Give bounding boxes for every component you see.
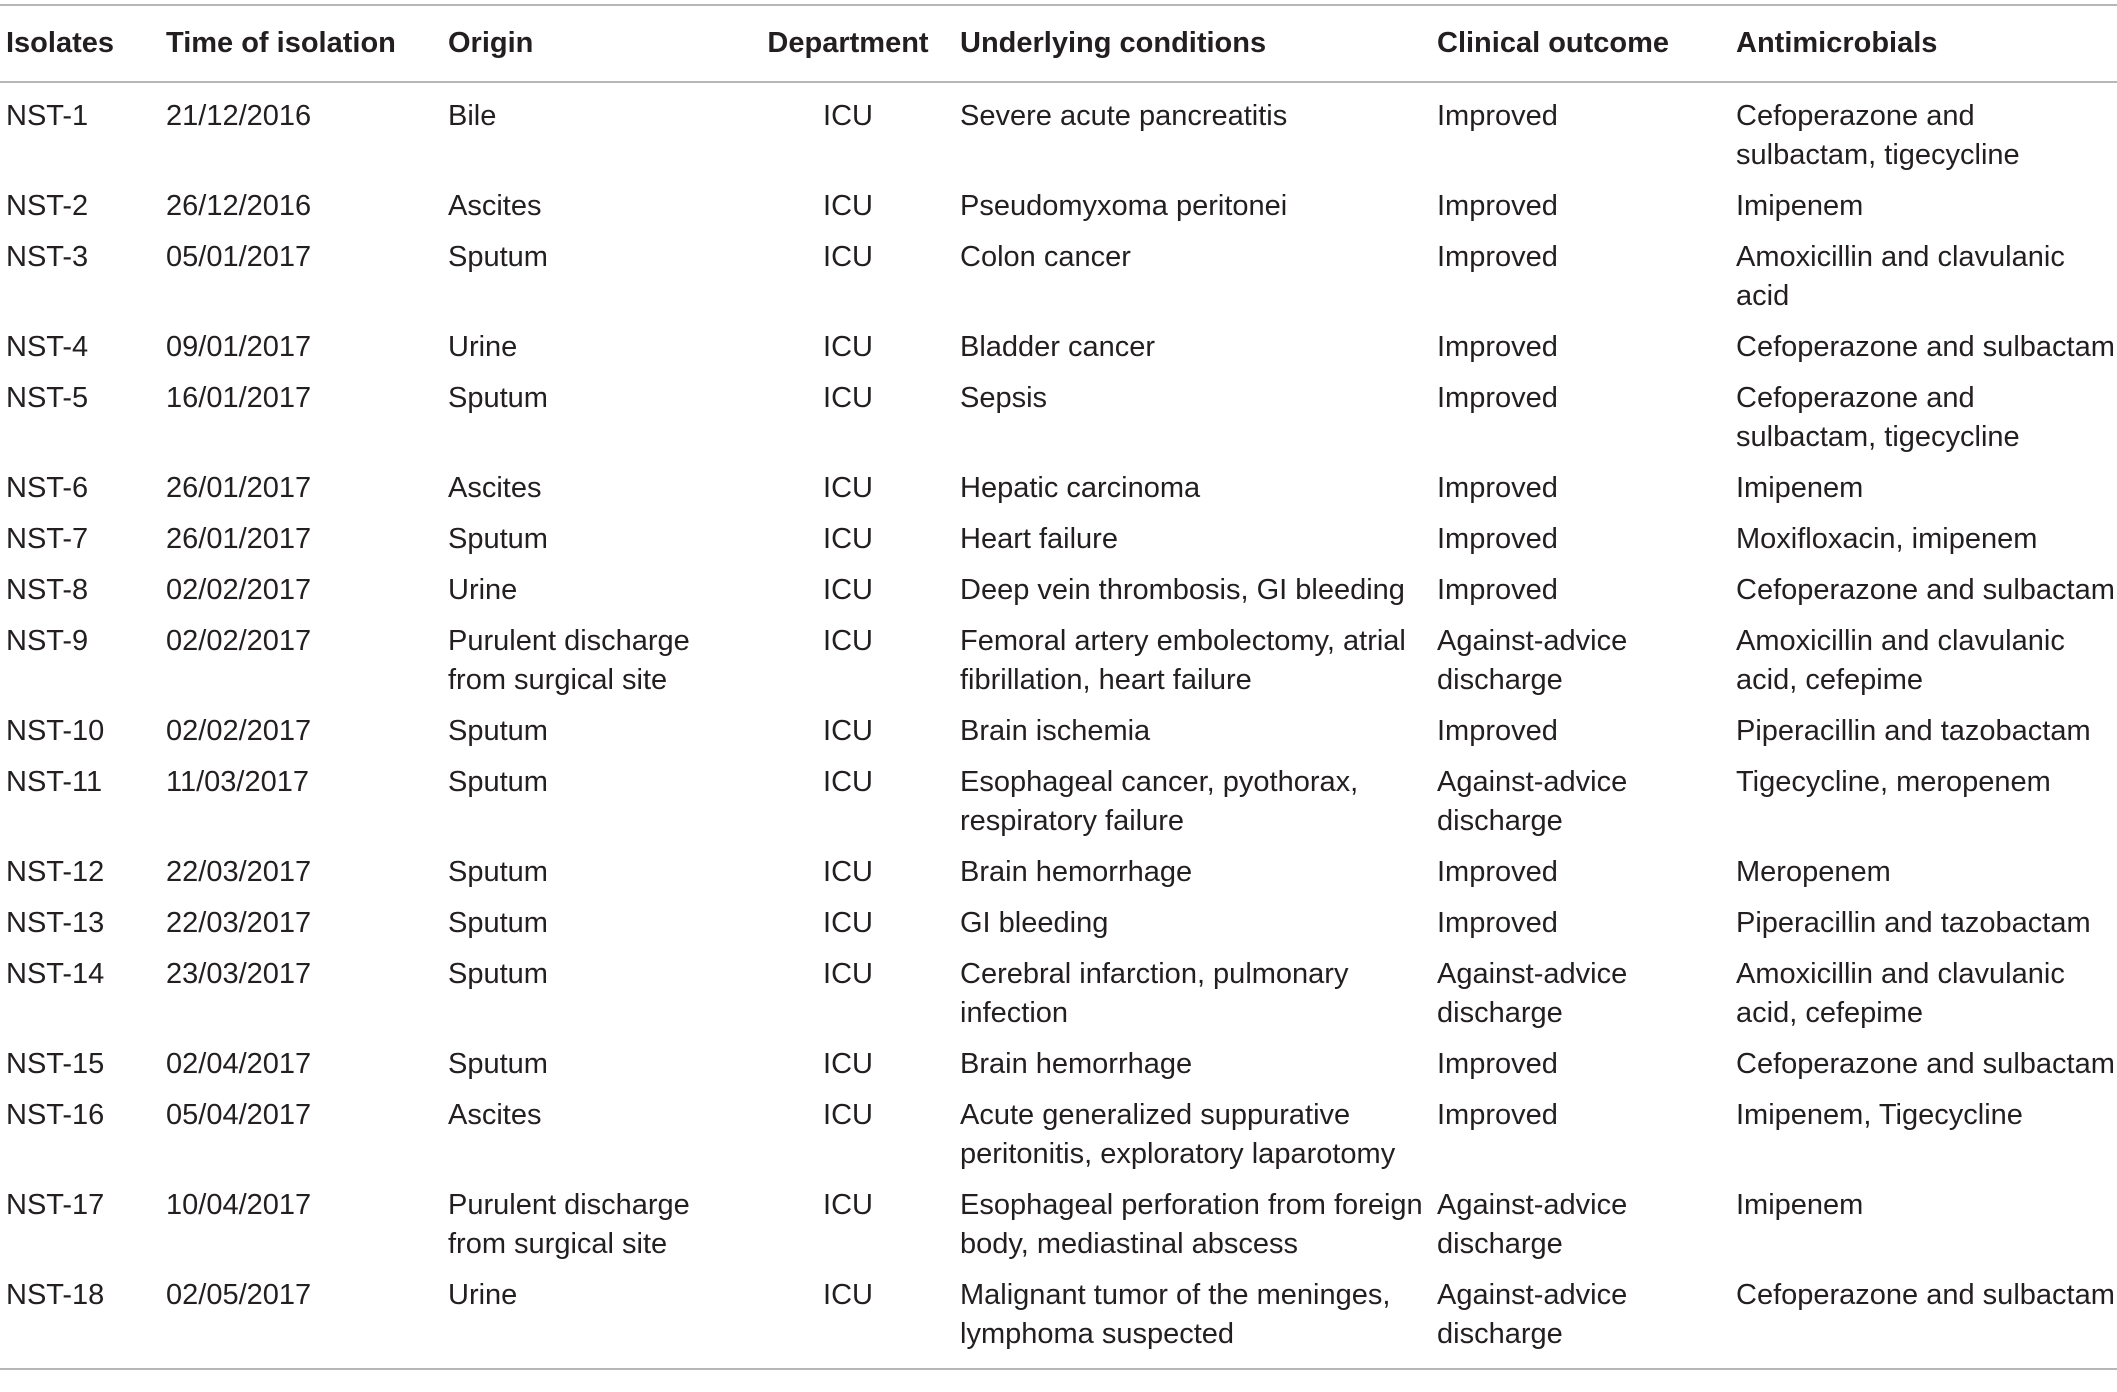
table-row	[0, 182, 2117, 233]
header-row	[0, 5, 2117, 82]
cell-origin: Sputum	[448, 382, 548, 414]
cell-antimicrobials: Cefoperazone and sulbactam	[1736, 1048, 2115, 1080]
cell-origin: Ascites	[448, 472, 542, 504]
table-body	[0, 82, 2117, 1369]
cell-isolate: NST-5	[6, 382, 89, 414]
table-row	[0, 323, 2117, 374]
cell-antimicrobials: Tigecycline, meropenem	[1736, 766, 2051, 798]
cell-antimicrobials: Amoxicillin and clavulanic acid, cefepime	[1736, 958, 2065, 1029]
cell-time-of-isolation: 10/04/2017	[166, 1189, 312, 1221]
cell-underlying-conditions: GI bleeding	[960, 907, 1109, 939]
cell-time-of-isolation: 26/01/2017	[166, 472, 312, 504]
cell-isolate: NST-3	[6, 241, 89, 273]
cell-antimicrobials: Cefoperazone and sulbactam, tigecycline	[1736, 100, 2020, 171]
cell-underlying-conditions: Brain hemorrhage	[960, 856, 1193, 888]
cell-department: ICU	[823, 331, 873, 363]
cell-underlying-conditions: Cerebral infarction, pulmonary infection	[960, 958, 1349, 1029]
cell-origin: Sputum	[448, 1048, 548, 1080]
cell-clinical-outcome: Against-advice discharge	[1437, 1189, 1628, 1260]
header-time-of-isolation: Time of isolation	[166, 27, 396, 59]
cell-time-of-isolation: 02/02/2017	[166, 715, 312, 747]
table-row	[0, 515, 2117, 566]
cell-origin: Bile	[448, 100, 497, 132]
cell-underlying-conditions: Malignant tumor of the meninges, lymphoma suspected	[960, 1279, 1391, 1350]
cell-time-of-isolation: 05/04/2017	[166, 1099, 312, 1131]
cell-antimicrobials: Piperacillin and tazobactam	[1736, 715, 2091, 747]
table-header	[0, 5, 2117, 82]
cell-antimicrobials: Imipenem	[1736, 190, 1864, 222]
cell-clinical-outcome: Improved	[1437, 856, 1558, 888]
table-row	[0, 1181, 2117, 1271]
cell-isolate: NST-9	[6, 625, 89, 657]
cell-clinical-outcome: Improved	[1437, 907, 1558, 939]
cell-isolate: NST-10	[6, 715, 105, 747]
cell-clinical-outcome: Improved	[1437, 715, 1558, 747]
cell-origin: Sputum	[448, 715, 548, 747]
cell-isolate: NST-12	[6, 856, 105, 888]
cell-origin: Sputum	[448, 856, 548, 888]
cell-antimicrobials: Imipenem, Tigecycline	[1736, 1099, 2023, 1131]
table-row	[0, 374, 2117, 464]
cell-underlying-conditions: Femoral artery embolectomy, atrial fibrillation, heart failure	[960, 625, 1406, 696]
cell-isolate: NST-7	[6, 523, 89, 555]
cell-isolate: NST-15	[6, 1048, 105, 1080]
cell-department: ICU	[823, 856, 873, 888]
cell-origin: Urine	[448, 574, 518, 606]
cell-underlying-conditions: Acute generalized suppurative peritonitis, exploratory laparotomy	[960, 1099, 1396, 1170]
cell-origin: Ascites	[448, 1099, 542, 1131]
cell-time-of-isolation: 02/05/2017	[166, 1279, 312, 1311]
cell-underlying-conditions: Pseudomyxoma peritonei	[960, 190, 1288, 222]
cell-clinical-outcome: Against-advice discharge	[1437, 958, 1628, 1029]
cell-clinical-outcome: Improved	[1437, 331, 1558, 363]
cell-time-of-isolation: 26/01/2017	[166, 523, 312, 555]
cell-underlying-conditions: Heart failure	[960, 523, 1118, 555]
cell-antimicrobials: Moxifloxacin, imipenem	[1736, 523, 2038, 555]
cell-origin: Purulent discharge from surgical site	[448, 625, 690, 696]
cell-clinical-outcome: Improved	[1437, 1048, 1558, 1080]
table-row	[0, 758, 2117, 848]
cell-department: ICU	[823, 1048, 873, 1080]
cell-clinical-outcome: Improved	[1437, 1099, 1558, 1131]
cell-underlying-conditions: Brain hemorrhage	[960, 1048, 1193, 1080]
table-row	[0, 566, 2117, 617]
cell-department: ICU	[823, 523, 873, 555]
header-isolates: Isolates	[6, 27, 114, 59]
cell-isolate: NST-17	[6, 1189, 105, 1221]
cell-underlying-conditions: Hepatic carcinoma	[960, 472, 1201, 504]
cell-origin: Sputum	[448, 766, 548, 798]
cell-underlying-conditions: Bladder cancer	[960, 331, 1156, 363]
cell-underlying-conditions: Deep vein thrombosis, GI bleeding	[960, 574, 1405, 606]
cell-isolate: NST-8	[6, 574, 89, 606]
cell-department: ICU	[823, 472, 873, 504]
cell-time-of-isolation: 09/01/2017	[166, 331, 312, 363]
cell-department: ICU	[823, 1279, 873, 1311]
table-row	[0, 464, 2117, 515]
header-clinical-outcome: Clinical outcome	[1437, 27, 1670, 59]
cell-department: ICU	[823, 382, 873, 414]
cell-time-of-isolation: 26/12/2016	[166, 190, 312, 222]
table-row	[0, 950, 2117, 1040]
cell-antimicrobials: Imipenem	[1736, 472, 1864, 504]
cell-underlying-conditions: Esophageal cancer, pyothorax, respiratory failure	[960, 766, 1359, 837]
cell-isolate: NST-6	[6, 472, 89, 504]
table-row	[0, 899, 2117, 950]
cell-antimicrobials: Cefoperazone and sulbactam	[1736, 331, 2115, 363]
cell-isolate: NST-18	[6, 1279, 105, 1311]
cell-department: ICU	[823, 1099, 873, 1131]
cell-origin: Sputum	[448, 958, 548, 990]
cell-time-of-isolation: 23/03/2017	[166, 958, 312, 990]
cell-time-of-isolation: 02/02/2017	[166, 625, 312, 657]
cell-clinical-outcome: Improved	[1437, 472, 1558, 504]
cell-time-of-isolation: 21/12/2016	[166, 100, 312, 132]
cell-underlying-conditions: Colon cancer	[960, 241, 1131, 273]
cell-isolate: NST-13	[6, 907, 105, 939]
cell-department: ICU	[823, 907, 873, 939]
cell-isolate: NST-11	[6, 766, 103, 798]
cell-department: ICU	[823, 241, 873, 273]
cell-clinical-outcome: Against-advice discharge	[1437, 1279, 1628, 1350]
cell-origin: Sputum	[448, 907, 548, 939]
cell-origin: Ascites	[448, 190, 542, 222]
cell-antimicrobials: Amoxicillin and clavulanic acid, cefepime	[1736, 625, 2065, 696]
cell-department: ICU	[823, 574, 873, 606]
cell-time-of-isolation: 05/01/2017	[166, 241, 312, 273]
cell-antimicrobials: Piperacillin and tazobactam	[1736, 907, 2091, 939]
table-row	[0, 617, 2117, 707]
cell-antimicrobials: Cefoperazone and sulbactam, tigecycline	[1736, 382, 2020, 453]
cell-origin: Urine	[448, 331, 518, 363]
cell-isolate: NST-14	[6, 958, 105, 990]
table-row	[0, 82, 2117, 182]
cell-clinical-outcome: Against-advice discharge	[1437, 766, 1628, 837]
cell-origin: Urine	[448, 1279, 518, 1311]
cell-time-of-isolation: 16/01/2017	[166, 382, 312, 414]
cell-underlying-conditions: Esophageal perforation from foreign body, mediastinal abscess	[960, 1189, 1423, 1260]
cell-antimicrobials: Meropenem	[1736, 856, 1891, 888]
cell-department: ICU	[823, 958, 873, 990]
cell-department: ICU	[823, 1189, 873, 1221]
cell-clinical-outcome: Improved	[1437, 574, 1558, 606]
header-antimicrobials: Antimicrobials	[1736, 27, 1938, 59]
cell-clinical-outcome: Improved	[1437, 382, 1558, 414]
cell-clinical-outcome: Improved	[1437, 241, 1558, 273]
table-row	[0, 1040, 2117, 1091]
table-row	[0, 1091, 2117, 1181]
table-row	[0, 848, 2117, 899]
cell-clinical-outcome: Against-advice discharge	[1437, 625, 1628, 696]
cell-antimicrobials: Cefoperazone and sulbactam	[1736, 574, 2115, 606]
cell-department: ICU	[823, 766, 873, 798]
table-row	[0, 1271, 2117, 1369]
cell-isolate: NST-16	[6, 1099, 105, 1131]
cell-time-of-isolation: 02/04/2017	[166, 1048, 312, 1080]
cell-underlying-conditions: Sepsis	[960, 382, 1048, 414]
cell-origin: Purulent discharge from surgical site	[448, 1189, 690, 1260]
cell-antimicrobials: Imipenem	[1736, 1189, 1864, 1221]
table-row	[0, 233, 2117, 323]
cell-antimicrobials: Cefoperazone and sulbactam	[1736, 1279, 2115, 1311]
cell-department: ICU	[823, 190, 873, 222]
header-department: Department	[767, 27, 929, 59]
header-underlying-conditions: Underlying conditions	[960, 27, 1267, 59]
cell-origin: Sputum	[448, 241, 548, 273]
cell-clinical-outcome: Improved	[1437, 190, 1558, 222]
cell-time-of-isolation: 11/03/2017	[166, 766, 309, 798]
cell-origin: Sputum	[448, 523, 548, 555]
cell-department: ICU	[823, 715, 873, 747]
cell-underlying-conditions: Brain ischemia	[960, 715, 1151, 747]
cell-clinical-outcome: Improved	[1437, 523, 1558, 555]
cell-isolate: NST-2	[6, 190, 89, 222]
table-row	[0, 707, 2117, 758]
cell-time-of-isolation: 02/02/2017	[166, 574, 312, 606]
cell-department: ICU	[823, 100, 873, 132]
cell-isolate: NST-4	[6, 331, 89, 363]
cell-time-of-isolation: 22/03/2017	[166, 907, 312, 939]
cell-time-of-isolation: 22/03/2017	[166, 856, 312, 888]
cell-isolate: NST-1	[6, 100, 89, 132]
cell-underlying-conditions: Severe acute pancreatitis	[960, 100, 1288, 132]
cell-antimicrobials: Amoxicillin and clavulanic acid	[1736, 241, 2065, 312]
header-origin: Origin	[448, 27, 534, 59]
isolates-table	[0, 4, 2117, 1370]
cell-department: ICU	[823, 625, 873, 657]
cell-clinical-outcome: Improved	[1437, 100, 1558, 132]
